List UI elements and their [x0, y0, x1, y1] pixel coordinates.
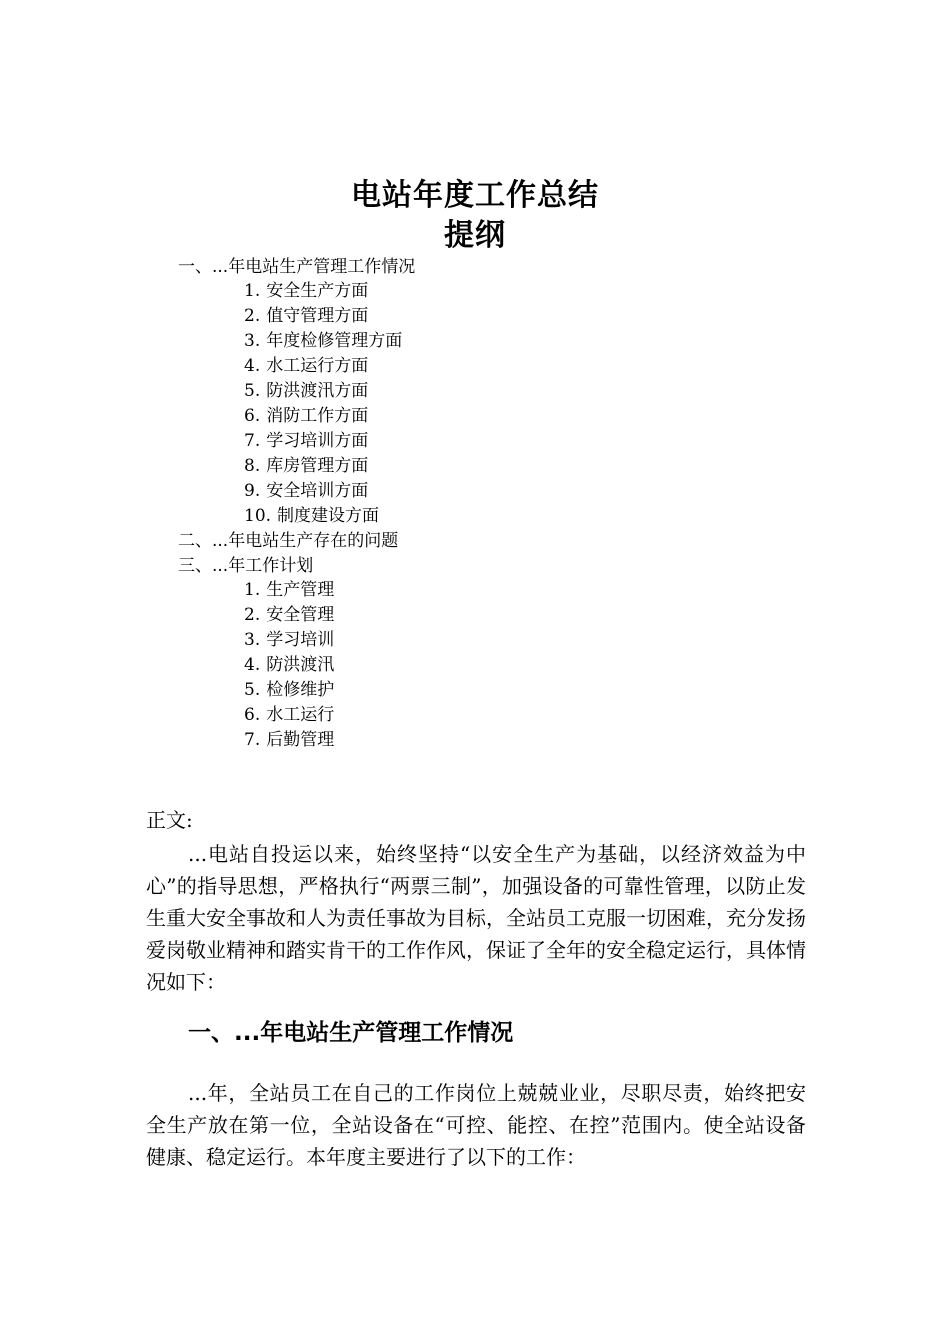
outline-item-text: 防洪渡汛 [266, 655, 335, 675]
outline-item-text: 水工运行 [266, 705, 335, 725]
outline-item-number: 4. [244, 655, 261, 675]
outline-item [244, 628, 334, 653]
outline-item [244, 504, 379, 529]
outline-item-text: 学习培训方面 [266, 431, 369, 451]
outline-item-text: 检修维护 [266, 680, 335, 700]
document-title: 电站年度工作总结 [351, 178, 599, 213]
outline-item-text: 年度检修管理方面 [266, 331, 403, 351]
outline-item-text: 安全培训方面 [266, 481, 369, 501]
outline-section-3: 三、...年工作计划 [178, 556, 314, 576]
outline-item-number: 4. [244, 356, 261, 376]
document-subtitle: 提纲 [444, 218, 506, 253]
outline-item-text: 防洪渡汛方面 [266, 381, 369, 401]
body-label: 正文: [146, 808, 193, 832]
outline-item-text: 学习培训 [266, 630, 335, 650]
outline-item-text: 安全管理 [266, 605, 335, 625]
outline-item-text: 值守管理方面 [266, 306, 369, 326]
outline-item [244, 479, 368, 504]
outline-item [244, 279, 368, 304]
outline-item-text: 库房管理方面 [266, 456, 369, 476]
body-paragraph: ...电站自投运以来，始终坚持“以安全生产为基础，以经济效益为中心”的指导思想，严格执行“两票三制”，加强设备的可靠性管理，以防止发生重大安全事故和人为责任事故为目标，全站员工克服一切困难，充分发扬爱岗敬业精神和踏实肯干的工作作风，保证了全年的安全稳定运行，具体情况如下： [146, 842, 806, 994]
outline-item [244, 703, 334, 728]
outline-item-number: 5. [244, 680, 261, 700]
outline-item-number: 1. [244, 281, 261, 301]
outline-item [244, 578, 334, 603]
outline-item-text: 生产管理 [266, 580, 335, 600]
outline-item-number: 3. [244, 630, 261, 650]
outline-item-number: 10. [244, 506, 272, 526]
outline-item-number: 5. [244, 381, 261, 401]
outline-item-text: 制度建设方面 [277, 506, 380, 526]
outline-item-number: 2. [244, 605, 261, 625]
outline-item [244, 728, 334, 753]
outline-item-number: 3. [244, 331, 261, 351]
outline-item [244, 454, 368, 479]
outline-item-text: 水工运行方面 [266, 356, 369, 376]
outline-section-2: 二、...年电站生产存在的问题 [178, 531, 399, 551]
outline-item-number: 8. [244, 456, 261, 476]
outline-item-number: 7. [244, 431, 261, 451]
outline-item-text: 后勤管理 [266, 730, 335, 750]
outline-item [244, 304, 368, 329]
outline-item [244, 653, 334, 678]
outline-item [244, 329, 402, 354]
outline-item [244, 379, 368, 404]
outline-item-number: 2. [244, 306, 261, 326]
outline-item [244, 603, 334, 628]
outline-item [244, 354, 368, 379]
outline-item-number: 1. [244, 580, 261, 600]
outline-item-number: 7. [244, 730, 261, 750]
outline-item [244, 678, 334, 703]
section-heading: 一、...年电站生产管理工作情况 [188, 1020, 514, 1046]
outline-section-1: 一、...年电站生产管理工作情况 [178, 257, 416, 277]
body-paragraph: ...年，全站员工在自己的工作岗位上兢兢业业，尽职尽责，始终把安全生产放在第一位，全站设备在“可控、能控、在控”范围内。使全站设备健康、稳定运行。本年度主要进行了以下的工作： [146, 1081, 806, 1169]
outline-item [244, 404, 368, 429]
outline-item-text: 消防工作方面 [266, 406, 369, 426]
outline-item-text: 安全生产方面 [266, 281, 369, 301]
outline-item [244, 429, 368, 454]
outline-item-number: 6. [244, 406, 261, 426]
outline-item-number: 9. [244, 481, 261, 501]
outline-item-number: 6. [244, 705, 261, 725]
